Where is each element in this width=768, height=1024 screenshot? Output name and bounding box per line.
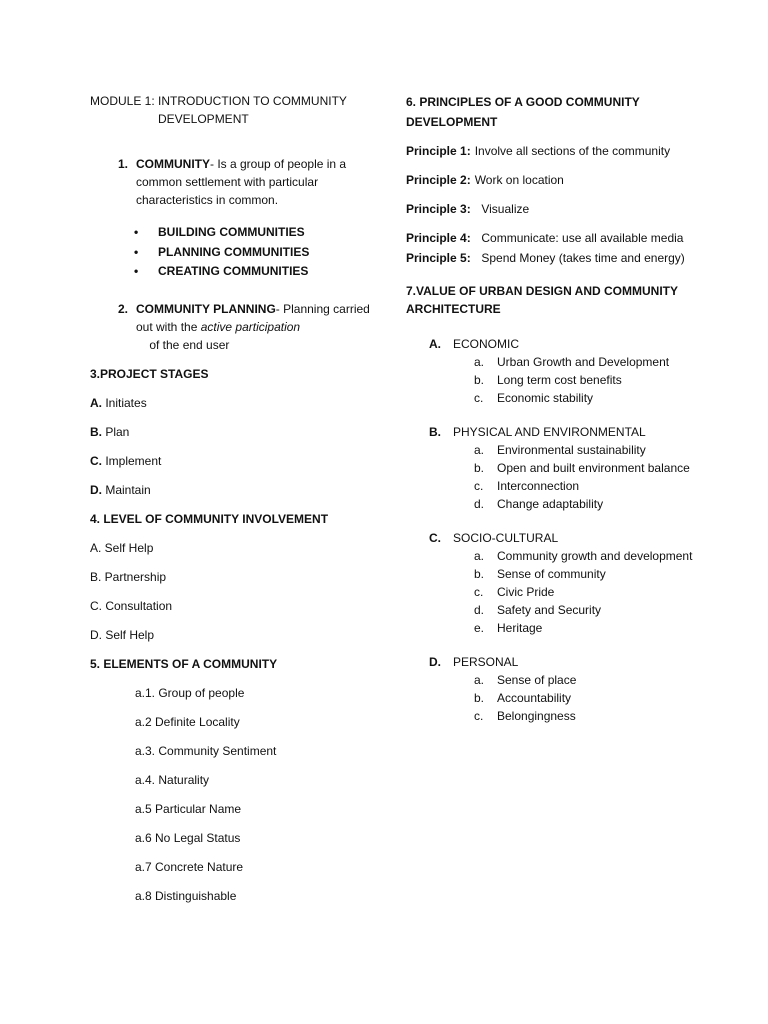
list-item: c. Civic Pride xyxy=(474,585,555,599)
list-item: a.5 Particular Name xyxy=(135,801,242,816)
list-item: a.8 Distinguishable xyxy=(135,888,237,903)
list-item: b. Long term cost benefits xyxy=(474,373,622,387)
principle-text: Involve all sections of the community xyxy=(474,144,671,158)
list-item: b. Open and built environment balance xyxy=(474,461,690,475)
value-section-socio-cultural xyxy=(406,529,706,637)
principle-text: Spend Money (takes time and energy) xyxy=(474,251,685,265)
list-item: a.2 Definite Locality xyxy=(135,714,240,729)
community-planning-definition xyxy=(90,300,380,354)
value-section-physical xyxy=(406,423,706,513)
sub-list xyxy=(406,671,706,725)
section-title: C. SOCIO-CULTURAL xyxy=(429,531,559,545)
module-title-line2: DEVELOPMENT xyxy=(158,112,249,126)
value-section-economic xyxy=(406,335,706,407)
list-item: D. Self Help xyxy=(90,627,155,642)
principle-text: Visualize xyxy=(474,202,530,216)
principle-item xyxy=(406,171,706,189)
principle-item xyxy=(406,142,706,160)
term: COMMUNITY xyxy=(136,157,210,171)
section-title: B. PHYSICAL AND ENVIRONMENTAL xyxy=(429,425,646,439)
list-item: c. Interconnection xyxy=(474,479,580,493)
item-text xyxy=(136,300,380,354)
principle-label: Principle 3: xyxy=(406,202,471,216)
list-item: b. Accountability xyxy=(474,691,572,705)
list-item: A. Self Help xyxy=(90,540,154,555)
sub-list xyxy=(406,441,706,513)
list-item: e. Heritage xyxy=(474,621,543,635)
left-column xyxy=(90,92,380,916)
definition-end: of the end user xyxy=(136,337,230,352)
list-item: A. Initiates xyxy=(90,395,147,410)
sub-list xyxy=(406,353,706,407)
list-item: • CREATING COMMUNITIES xyxy=(134,262,380,282)
list-item: c. Belongingness xyxy=(474,709,576,723)
involvement-section xyxy=(90,510,380,655)
sub-list xyxy=(406,547,706,637)
community-definition xyxy=(90,155,380,209)
list-item: a. Urban Growth and Development xyxy=(474,355,670,369)
module-title-line1: MODULE 1: INTRODUCTION TO COMMUNITY xyxy=(90,94,347,108)
module-title xyxy=(90,92,380,128)
list-item: a.6 No Legal Status xyxy=(135,830,241,845)
definition: - Is a group of people in a common settlement with particular characteristics in common. xyxy=(136,157,347,207)
item-number: 2. xyxy=(117,301,128,316)
list-item: • PLANNING COMMUNITIES xyxy=(134,243,380,263)
value-heading: 7.VALUE OF URBAN DESIGN AND COMMUNITY ARCHITECTURE xyxy=(406,284,678,316)
list-item: a.4. Naturality xyxy=(135,772,210,787)
list-item: • BUILDING COMMUNITIES xyxy=(134,223,380,243)
list-item: a.7 Concrete Nature xyxy=(135,859,244,874)
section-heading: 4. LEVEL OF COMMUNITY INVOLVEMENT xyxy=(90,511,329,526)
list-item: a. Community growth and development xyxy=(474,549,693,563)
list-item: a. Sense of place xyxy=(474,673,577,687)
principles-heading: 6. PRINCIPLES OF A GOOD COMMUNITY DEVELOPMENT xyxy=(406,95,640,129)
principle-label: Principle 1: xyxy=(406,144,471,158)
section-title: D. PERSONAL xyxy=(429,655,519,669)
definition-start: - Planning carried out with the xyxy=(136,301,370,334)
principle-item xyxy=(406,200,706,218)
list-item: d. Safety and Security xyxy=(474,603,602,617)
principle-label: Principle 2: xyxy=(406,173,471,187)
elements-section xyxy=(90,655,380,916)
principle-label: Principle 4: xyxy=(406,231,471,245)
list-item: D. Maintain xyxy=(90,482,151,497)
list-item: d. Change adaptability xyxy=(474,497,604,511)
list-item: a.1. Group of people xyxy=(135,685,245,700)
project-stages-section xyxy=(90,365,380,510)
list-item: b. Sense of community xyxy=(474,567,606,581)
section-heading: 3.PROJECT STAGES xyxy=(90,366,209,381)
section-heading: 5. ELEMENTS OF A COMMUNITY xyxy=(90,656,278,671)
principle-label: Principle 5: xyxy=(406,251,471,265)
item-text xyxy=(136,155,380,209)
list-item: C. Consultation xyxy=(90,598,173,613)
value-section-personal xyxy=(406,653,706,725)
list-item: C. Implement xyxy=(90,453,162,468)
list-item: c. Economic stability xyxy=(474,391,594,405)
item-number: 1. xyxy=(117,157,128,171)
community-types-list xyxy=(90,223,380,282)
list-item: B. Partnership xyxy=(90,569,167,584)
list-item: a.3. Community Sentiment xyxy=(135,743,277,758)
list-item: a. Environmental sustainability xyxy=(474,443,646,457)
principle-item xyxy=(406,249,706,267)
list-item: B. Plan xyxy=(90,424,130,439)
right-column xyxy=(406,92,706,725)
emphasis: active participation xyxy=(200,319,301,334)
term: COMMUNITY PLANNING xyxy=(136,301,276,316)
principle-text: Communicate: use all available media xyxy=(474,231,684,245)
principle-item xyxy=(406,229,706,247)
section-title: A. ECONOMIC xyxy=(429,337,519,351)
principle-text: Work on location xyxy=(474,173,564,187)
